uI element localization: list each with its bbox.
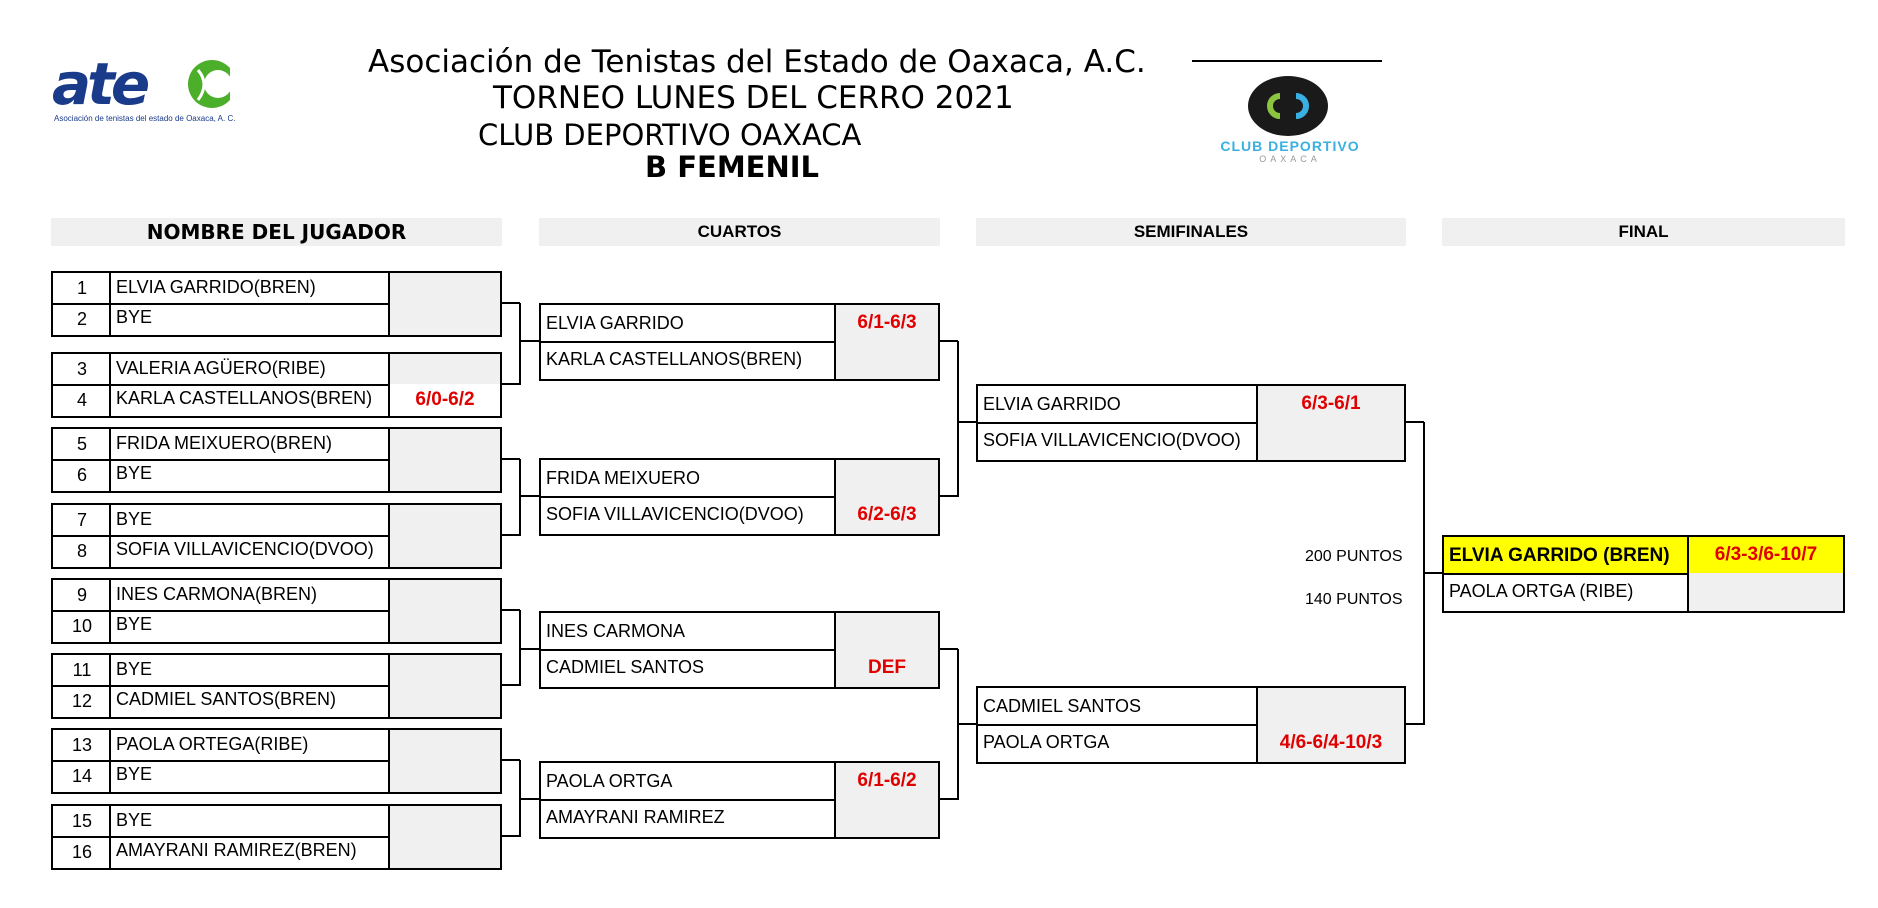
semi-player-name: ELVIA GARRIDO bbox=[976, 384, 1258, 424]
bracket-line bbox=[940, 798, 958, 800]
category-title: B FEMENIL bbox=[645, 150, 820, 184]
player-name: ELVIA GARRIDO(BREN) bbox=[109, 271, 390, 305]
bracket-line bbox=[502, 835, 520, 837]
club-logo-text: CLUB DEPORTIVO bbox=[1220, 138, 1360, 154]
match-score-cell bbox=[388, 653, 502, 719]
semi-score bbox=[1256, 422, 1406, 462]
winner-points: 200 PUNTOS bbox=[1305, 548, 1403, 565]
bracket-line bbox=[502, 458, 520, 460]
match-score-cell bbox=[388, 804, 502, 870]
bracket-line bbox=[502, 759, 520, 761]
quarter-score: 6/1-6/2 bbox=[834, 761, 940, 801]
player-seed: 11 bbox=[51, 653, 111, 687]
match-score-cell bbox=[388, 271, 502, 337]
player-name: BYE bbox=[109, 459, 390, 493]
match-score: 6/0-6/2 bbox=[388, 384, 502, 418]
player-name: BYE bbox=[109, 303, 390, 337]
column-players-header: NOMBRE DEL JUGADOR bbox=[51, 218, 502, 246]
player-name: BYE bbox=[109, 610, 390, 644]
player-name: SOFIA VILLAVICENCIO(DVOO) bbox=[109, 535, 390, 569]
bracket-line bbox=[1406, 421, 1424, 423]
svg-text:ate: ate bbox=[52, 50, 147, 118]
player-seed: 8 bbox=[51, 535, 111, 569]
bracket-line bbox=[940, 495, 958, 497]
semi-player-name: SOFIA VILLAVICENCIO(DVOO) bbox=[976, 422, 1258, 462]
bracket-line bbox=[502, 383, 520, 385]
player-name: INES CARMONA(BREN) bbox=[109, 578, 390, 612]
quarter-score bbox=[834, 799, 940, 839]
bracket-line bbox=[957, 341, 959, 497]
player-seed: 12 bbox=[51, 685, 111, 719]
semi-player-name: PAOLA ORTGA bbox=[976, 724, 1258, 764]
semi-player-name: CADMIEL SANTOS bbox=[976, 686, 1258, 726]
player-seed: 16 bbox=[51, 836, 111, 870]
player-name: KARLA CASTELLANOS(BREN) bbox=[109, 384, 390, 418]
bracket-line bbox=[520, 340, 539, 342]
player-name: CADMIEL SANTOS(BREN) bbox=[109, 685, 390, 719]
player-name: BYE bbox=[109, 760, 390, 794]
match-score-cell bbox=[388, 578, 502, 644]
quarter-player-name: PAOLA ORTGA bbox=[539, 761, 836, 801]
player-seed: 15 bbox=[51, 804, 111, 838]
quarter-score: 6/1-6/3 bbox=[834, 303, 940, 343]
player-name: PAOLA ORTEGA(RIBE) bbox=[109, 728, 390, 762]
association-title: Asociación de Tenistas del Estado de Oaxaca, A.C. bbox=[368, 44, 1146, 80]
bracket-line bbox=[502, 684, 520, 686]
bracket-line bbox=[520, 648, 539, 650]
bracket-line bbox=[502, 534, 520, 536]
quarter-player-name: CADMIEL SANTOS bbox=[539, 649, 836, 689]
tournament-title: TORNEO LUNES DEL CERRO 2021 bbox=[493, 80, 1014, 116]
venue-title: CLUB DEPORTIVO OAXACA bbox=[478, 118, 862, 152]
bracket-line bbox=[958, 421, 976, 423]
final-score: 6/3-3/6-10/7 bbox=[1687, 535, 1845, 575]
bracket-line bbox=[502, 609, 520, 611]
column-final-header: FINAL bbox=[1442, 218, 1845, 246]
quarter-player-name: FRIDA MEIXUERO bbox=[539, 458, 836, 498]
final-player-name: ELVIA GARRIDO (BREN) bbox=[1442, 535, 1689, 575]
bracket-line bbox=[940, 340, 958, 342]
quarter-player-name: SOFIA VILLAVICENCIO(DVOO) bbox=[539, 496, 836, 536]
final-player-name: PAOLA ORTGA (RIBE) bbox=[1442, 573, 1689, 613]
quarter-player-name: AMAYRANI RAMIREZ bbox=[539, 799, 836, 839]
match-score-cell bbox=[388, 352, 502, 386]
logo-caption: Asociación de tenistas del estado de Oaxaca, A. C. bbox=[54, 114, 236, 123]
column-semis-header: SEMIFINALES bbox=[976, 218, 1406, 246]
bracket-line bbox=[1424, 572, 1442, 574]
final-score bbox=[1687, 573, 1845, 613]
quarter-score: 6/2-6/3 bbox=[834, 496, 940, 536]
quarter-player-name: KARLA CASTELLANOS(BREN) bbox=[539, 341, 836, 381]
player-name: BYE bbox=[109, 503, 390, 537]
bracket-line bbox=[1406, 723, 1424, 725]
bracket-line bbox=[519, 303, 521, 385]
bracket-line bbox=[520, 798, 539, 800]
bracket-line bbox=[519, 459, 521, 536]
match-score-cell bbox=[388, 503, 502, 569]
bracket-line bbox=[502, 302, 520, 304]
player-seed: 4 bbox=[51, 384, 111, 418]
player-seed: 13 bbox=[51, 728, 111, 762]
bracket-line bbox=[958, 723, 976, 725]
quarter-score bbox=[834, 611, 940, 651]
quarter-score: DEF bbox=[834, 649, 940, 689]
player-seed: 6 bbox=[51, 459, 111, 493]
player-seed: 3 bbox=[51, 352, 111, 386]
quarter-player-name: ELVIA GARRIDO bbox=[539, 303, 836, 343]
quarter-player-name: INES CARMONA bbox=[539, 611, 836, 651]
club-deportivo-logo bbox=[1192, 60, 1382, 190]
player-seed: 10 bbox=[51, 610, 111, 644]
player-seed: 7 bbox=[51, 503, 111, 537]
player-seed: 1 bbox=[51, 271, 111, 305]
bracket-line bbox=[520, 495, 539, 497]
semi-score: 4/6-6/4-10/3 bbox=[1256, 724, 1406, 764]
quarter-score bbox=[834, 458, 940, 498]
runner-up-points: 140 PUNTOS bbox=[1305, 591, 1403, 608]
bracket-line bbox=[940, 648, 958, 650]
player-name: FRIDA MEIXUERO(BREN) bbox=[109, 427, 390, 461]
player-seed: 14 bbox=[51, 760, 111, 794]
semi-score: 6/3-6/1 bbox=[1256, 384, 1406, 424]
club-logo-icon bbox=[1192, 74, 1382, 194]
player-name: VALERIA AGÜERO(RIBE) bbox=[109, 352, 390, 386]
match-score-cell bbox=[388, 427, 502, 493]
club-logo-sub: OAXACA bbox=[1259, 154, 1321, 164]
player-seed: 5 bbox=[51, 427, 111, 461]
player-seed: 9 bbox=[51, 578, 111, 612]
player-name: AMAYRANI RAMIREZ(BREN) bbox=[109, 836, 390, 870]
semi-score bbox=[1256, 686, 1406, 726]
quarter-score bbox=[834, 341, 940, 381]
player-name: BYE bbox=[109, 804, 390, 838]
player-name: BYE bbox=[109, 653, 390, 687]
column-quarters-header: CUARTOS bbox=[539, 218, 940, 246]
player-seed: 2 bbox=[51, 303, 111, 337]
match-score-cell bbox=[388, 728, 502, 794]
